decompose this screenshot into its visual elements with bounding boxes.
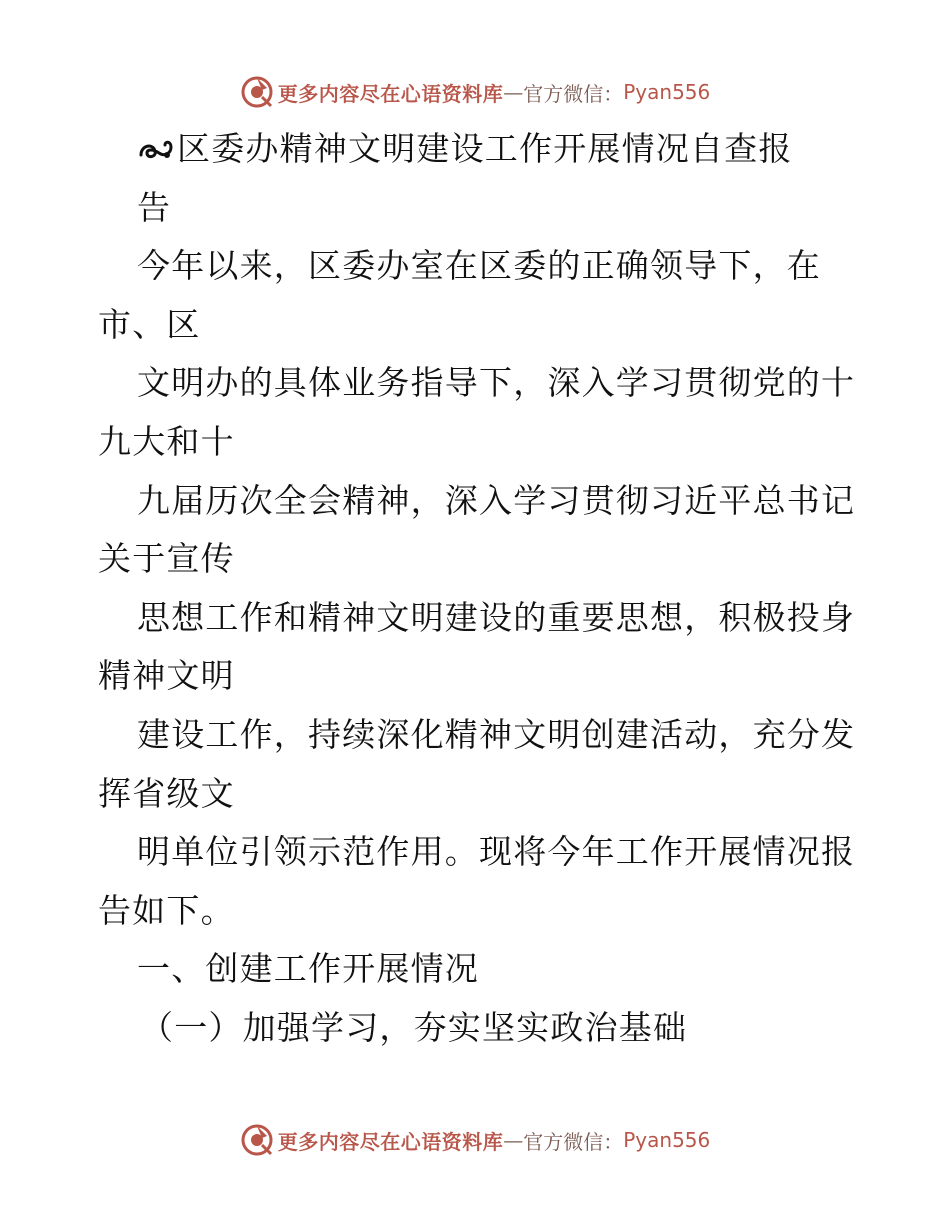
- section-heading: 一、创建工作开展情况: [137, 949, 479, 989]
- brand-logo-icon: [240, 1123, 274, 1157]
- subsection-heading: （一）加强学习，夯实坚实政治基础: [140, 1007, 688, 1047]
- watermark-code: Pyan556: [623, 80, 711, 104]
- paragraph-line: 明单位引领示范作用。现将今年工作开展情况报: [137, 832, 856, 872]
- watermark-separator: —: [503, 1128, 524, 1152]
- paragraph-line: 市、区: [98, 304, 201, 344]
- paragraph-line: 思想工作和精神文明建设的重要思想，积极投身: [137, 597, 856, 637]
- watermark-brand-text: 更多内容尽在心语资料库: [277, 1129, 504, 1154]
- paragraph-line: 今年以来，区委办室在区委的正确领导下，在: [137, 246, 821, 286]
- paragraph-line: 建设工作，持续深化精神文明创建活动，充分发: [137, 714, 856, 754]
- watermark-channel-text: 官方微信：: [523, 81, 624, 106]
- paragraph-line: 文明办的具体业务指导下，深入学习贯彻党的十: [137, 363, 856, 403]
- paragraph-line: 关于宣传: [98, 539, 235, 579]
- document-title: [98, 120, 878, 179]
- document-title-continued: 告: [137, 187, 172, 227]
- document-body: [98, 120, 878, 1058]
- paragraph-line: 精神文明: [98, 656, 235, 696]
- paragraph-line: 告如下。: [98, 890, 235, 930]
- watermark-brand-text: 更多内容尽在心语资料库: [277, 81, 504, 106]
- paragraph-line: 九大和十: [98, 421, 235, 461]
- watermark-separator: —: [503, 80, 524, 104]
- watermark-banner-bottom: [0, 1120, 950, 1160]
- paragraph-line: 九届历次全会精神，深入学习贯彻习近平总书记: [137, 480, 856, 520]
- brand-logo-icon: [240, 75, 274, 109]
- document-title-text: 区委办精神文明建设工作开展情况自查报: [177, 129, 793, 168]
- watermark-code: Pyan556: [623, 1128, 711, 1152]
- title-flourish-icon: [137, 133, 177, 163]
- watermark-channel-text: 官方微信：: [523, 1129, 624, 1154]
- paragraph-line: 挥省级文: [98, 773, 235, 813]
- watermark-banner-top: [0, 72, 950, 112]
